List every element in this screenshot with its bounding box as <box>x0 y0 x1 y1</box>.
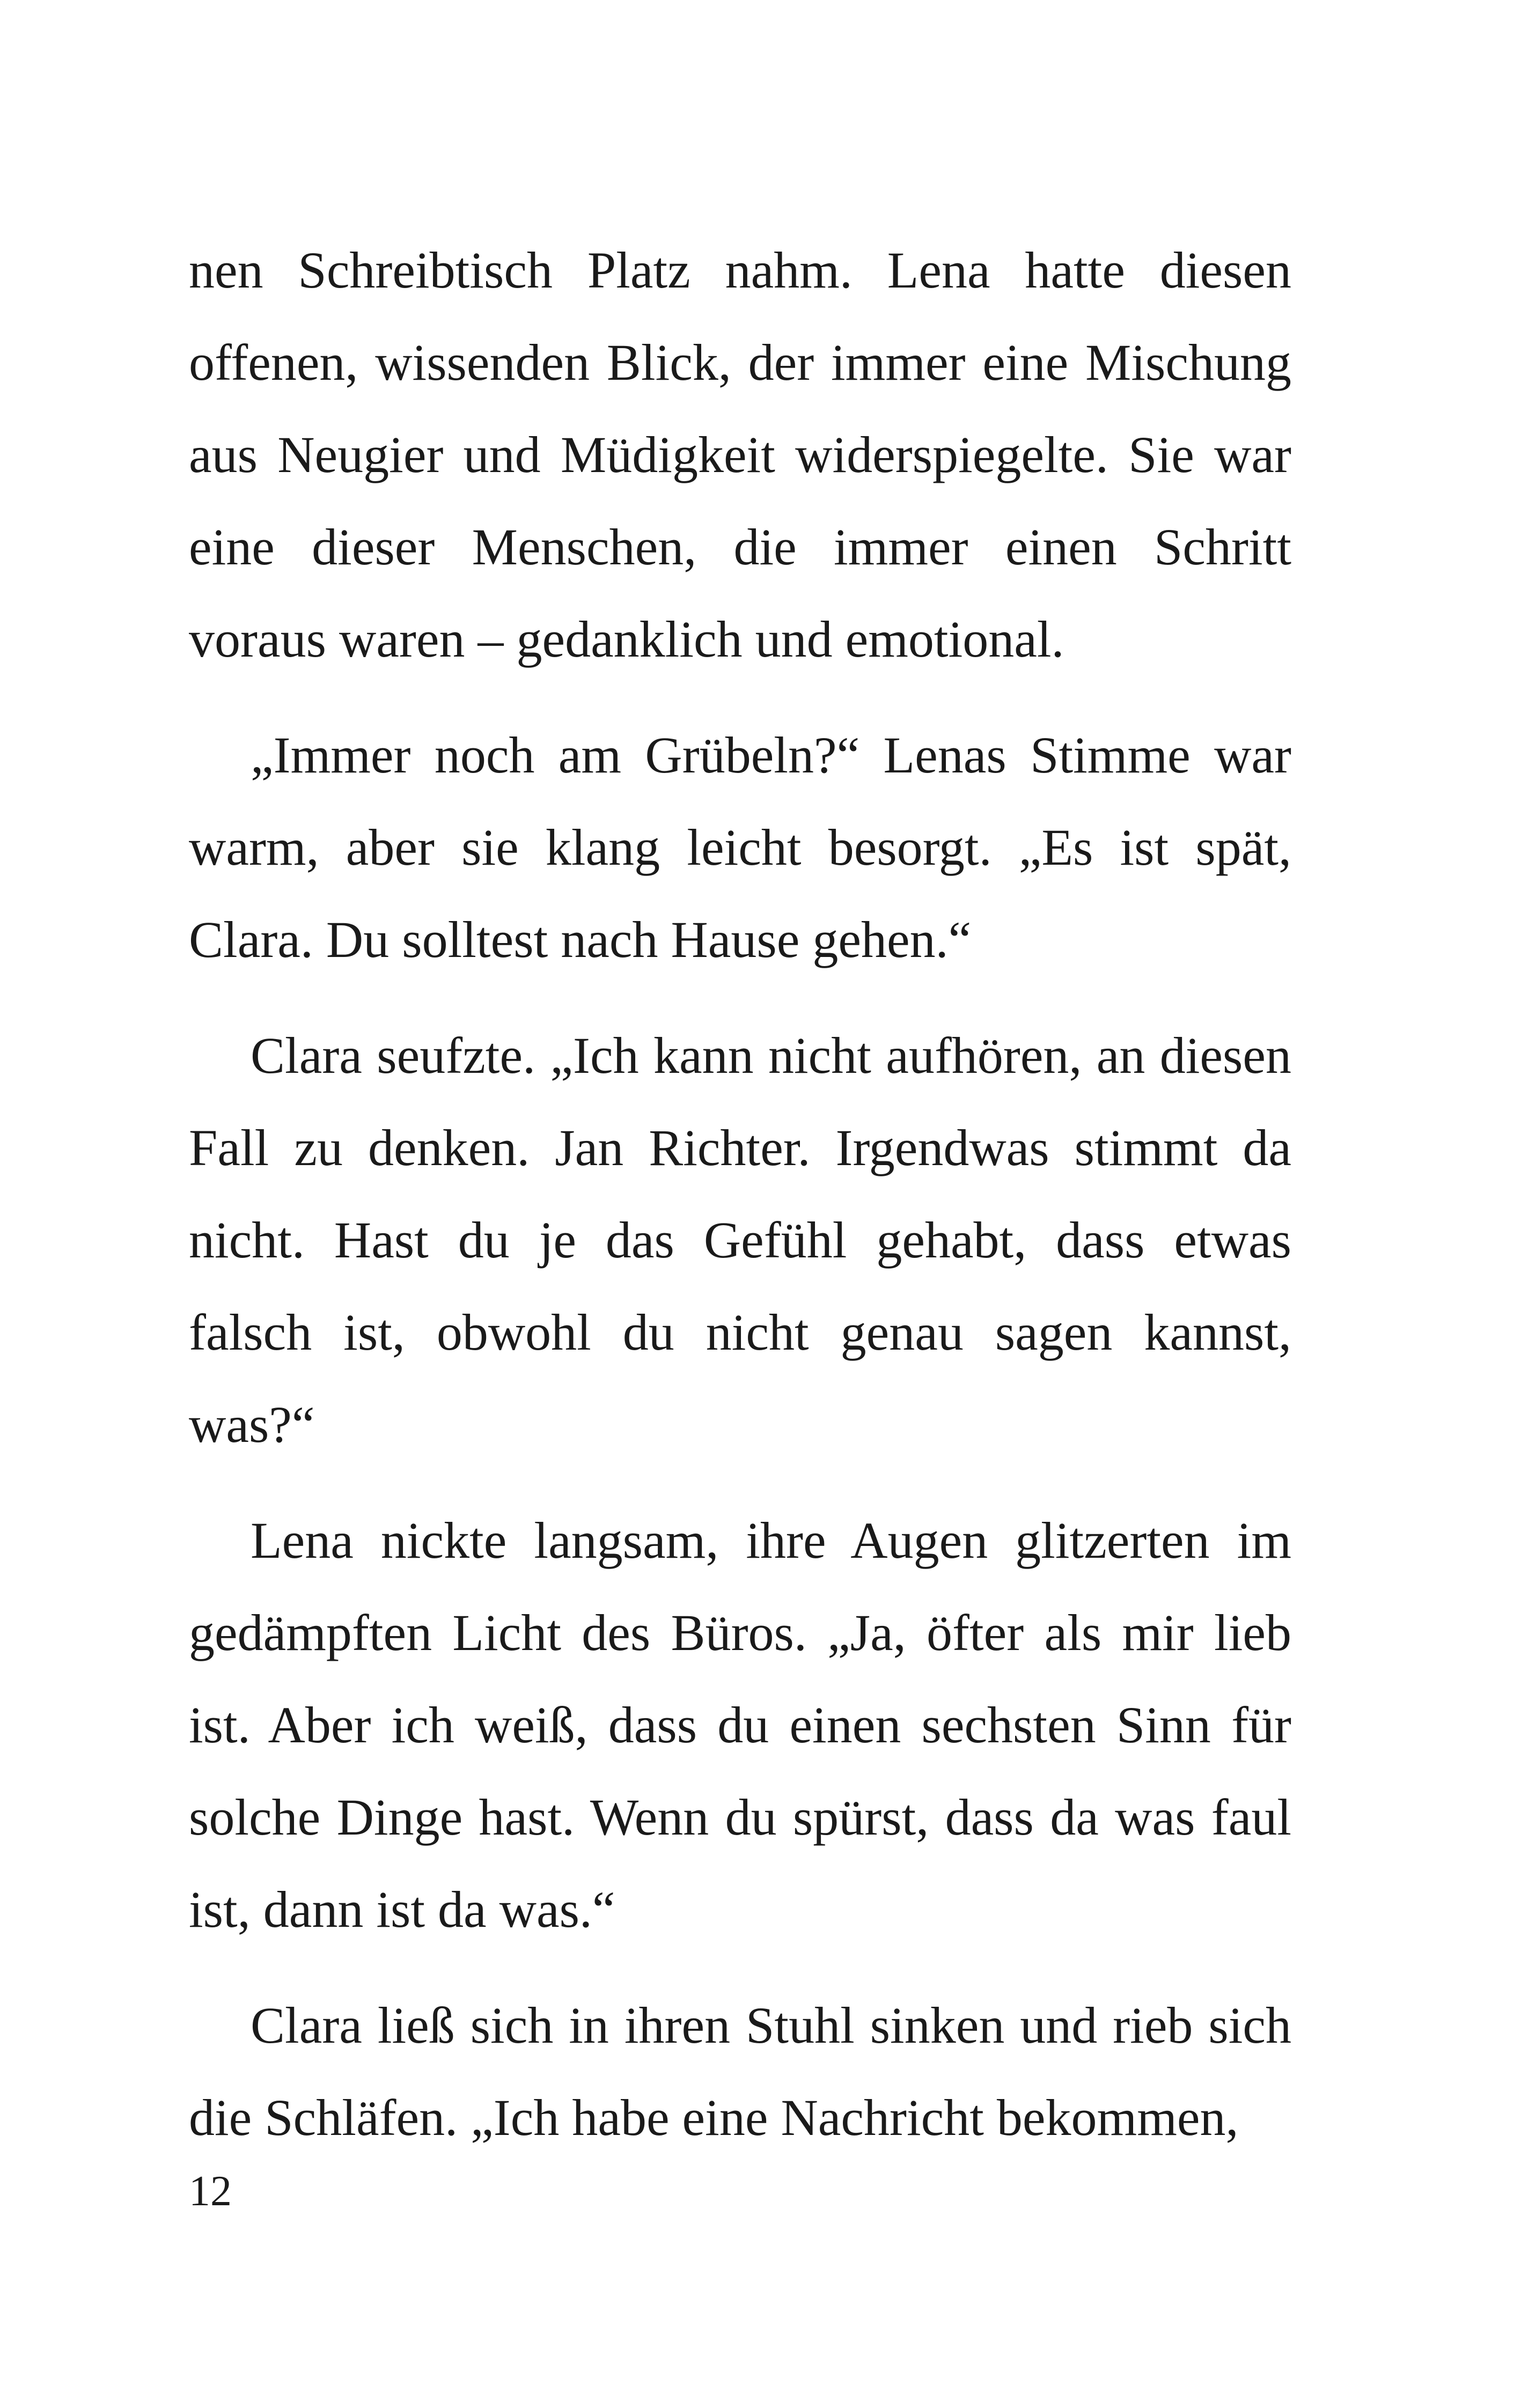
paragraph-continuation: nen Schreibtisch Platz nahm. Lena hatte diesen offenen, wissenden Blick, der immer eine Mischung aus Neugier und Müdigkeit widerspiegelte. Sie war eine dieser Menschen, die immer einen Schritt voraus waren – gedanklich und emotional. <box>189 241 1291 668</box>
paragraph-dialogue-lena-reply: Lena nickte langsam, ihre Augen glitzerten im gedämpften Licht des Büros. „Ja, öfter als mir lieb ist. Aber ich weiß, dass du einen sechsten Sinn für solche Dinge hast. Wenn du spürst, dass da was faul ist, dann ist da was.“ <box>189 1512 1291 1938</box>
page-number: 12 <box>189 2168 232 2215</box>
body-text <box>189 224 1291 2188</box>
paragraph-clara-message: Clara ließ sich in ihren Stuhl sinken und rieb sich die Schläfen. „Ich habe eine Nachricht bekommen, <box>189 1997 1291 2146</box>
paragraph-dialogue-lena: „Immer noch am Grübeln?“ Lenas Stimme war warm, aber sie klang leicht besorgt. „Es ist spät, Clara. Du solltest nach Hause gehen.“ <box>189 726 1291 968</box>
paragraph-dialogue-clara: Clara seufzte. „Ich kann nicht aufhören, an diesen Fall zu denken. Jan Richter. Irgendwas stimmt da nicht. Hast du je das Gefühl gehabt, dass etwas falsch ist, obwohl du nicht genau sagen kannst, was?“ <box>189 1027 1291 1453</box>
